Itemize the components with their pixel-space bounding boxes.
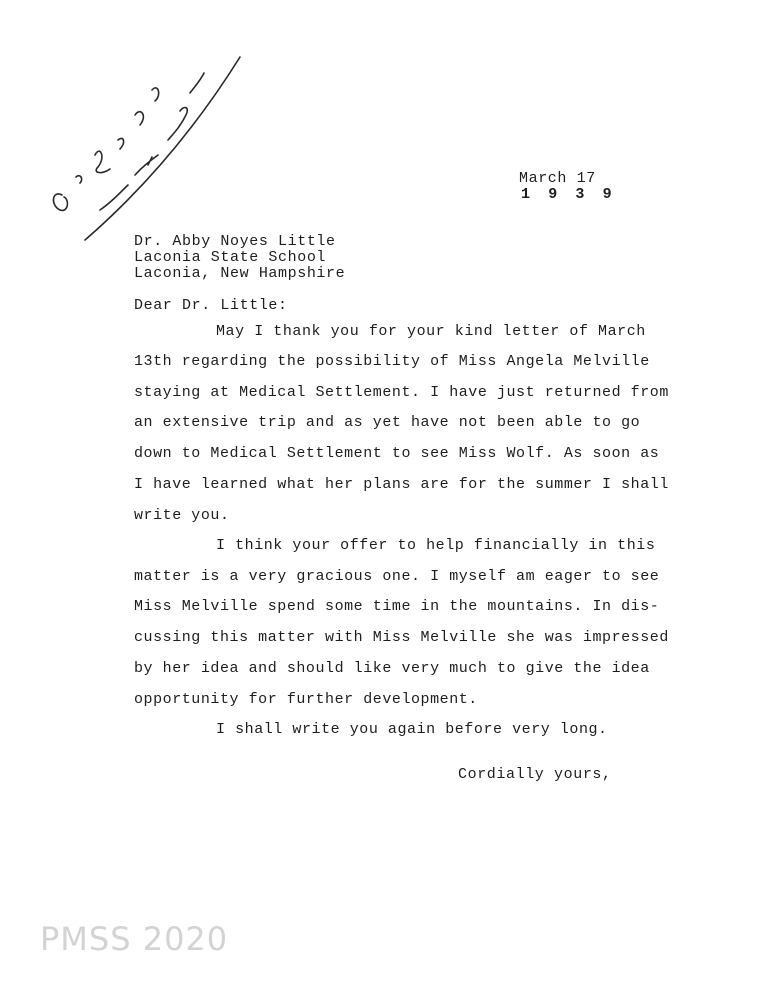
date-year: 1 9 3 9 <box>521 186 617 203</box>
body-line: 13th regarding the possibility of Miss Angela Melville <box>134 353 650 370</box>
closing: Cordially yours, <box>458 766 612 783</box>
handwritten-annotation <box>40 45 260 255</box>
body-line: staying at Medical Settlement. I have just returned from <box>134 384 669 401</box>
body-line: May I thank you for your kind letter of March <box>216 323 646 340</box>
body-line: Miss Melville spend some time in the mountains. In dis- <box>134 598 660 615</box>
recipient-institution: Laconia State School <box>134 249 327 266</box>
recipient-location: Laconia, New Hampshire <box>134 265 346 282</box>
body-line: by her idea and should like very much to give the idea <box>134 660 650 677</box>
body-line: I have learned what her plans are for the summer I shall <box>134 476 669 493</box>
body-line: opportunity for further development. <box>134 691 478 708</box>
body-line: down to Medical Settlement to see Miss Wolf. As soon as <box>134 445 660 462</box>
body-line: I think your offer to help financially in this <box>216 537 656 554</box>
watermark: PMSS 2020 <box>40 920 229 958</box>
salutation: Dear Dr. Little: <box>134 297 288 314</box>
date-month-day: March 17 <box>519 170 596 187</box>
body-line: I shall write you again before very long. <box>216 721 608 738</box>
body-line: matter is a very gracious one. I myself am eager to see <box>134 568 660 585</box>
body-line: write you. <box>134 507 230 524</box>
body-line: cussing this matter with Miss Melville she was impressed <box>134 629 669 646</box>
recipient-name: Dr. Abby Noyes Little <box>134 233 336 250</box>
body-line: an extensive trip and as yet have not been able to go <box>134 414 641 431</box>
